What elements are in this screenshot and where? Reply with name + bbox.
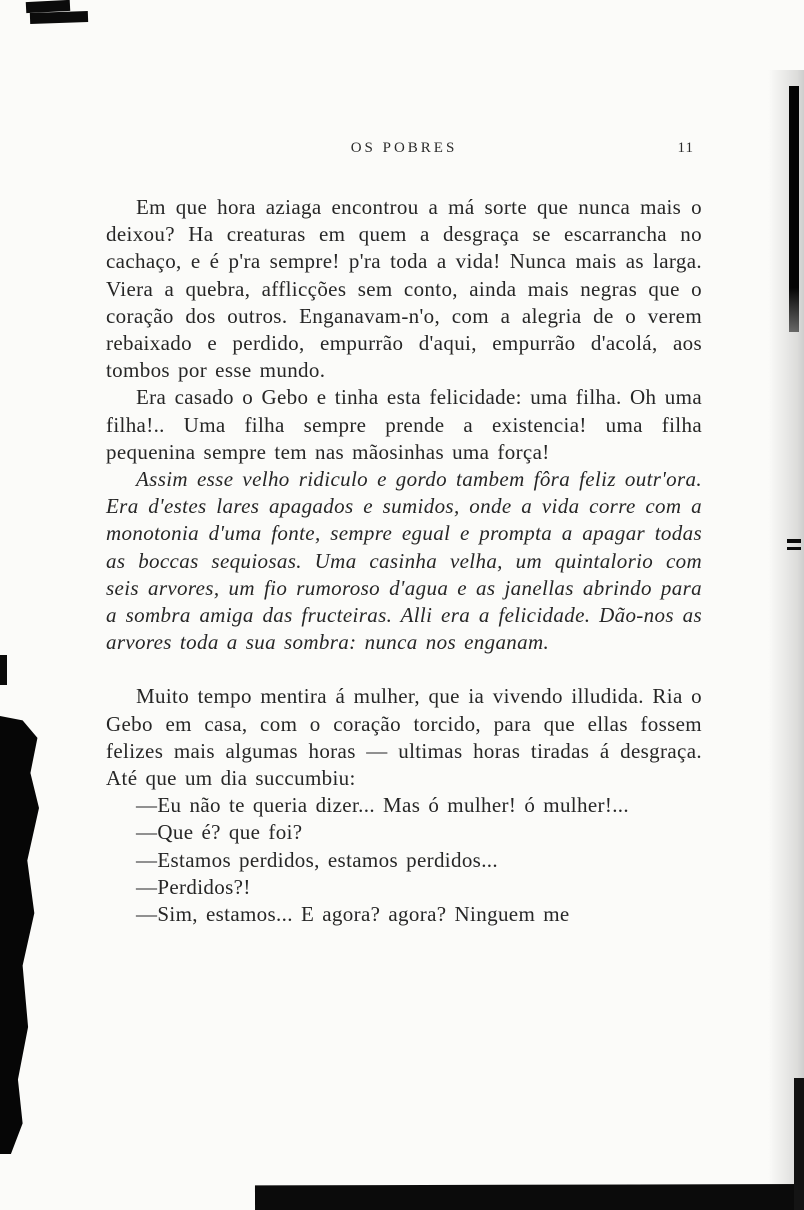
text-block	[106, 194, 702, 928]
dialogue-line-2: —Que é? que foi?	[136, 820, 303, 845]
running-title: OS POBRES	[350, 140, 458, 156]
dialogue-line-3: —Estamos perdidos, estamos perdidos...	[136, 847, 499, 872]
scan-smudge-top-left-2	[30, 11, 88, 24]
dialogue-line-1: —Eu não te queria dizer... Mas ó mulher! ó mulher!...	[136, 793, 630, 818]
paragraph-3-italic: Assim esse velho ridiculo e gordo tambem fôra feliz outr'ora. Era d'estes lares apagados e sumidos, onde a vida corre com a monotonia d'uma fonte, sempre egual e prompta a apagar todas as boccas sequiosas. Uma casinha velha, um quintalorio com seis arvores, um fio rumoroso d'agua e as janellas abrindo para a sombra amiga das fructeiras. Alli era a felicidade. Dão-nos as arvores toda a sua sombra: nunca nos enganam.	[106, 467, 702, 655]
scan-bar-bottom	[255, 1184, 804, 1210]
paragraph-4: Muito tempo mentira á mulher, que ia vivendo illudida. Ria o Gebo em casa, com o coração torcido, para que ellas fossem felizes mais algumas horas — ultimas horas tiradas á desgraça. Até que um dia succumbiu:	[106, 684, 702, 791]
dialogue-line-5: —Sim, estamos... E agora? agora? Ninguem me	[136, 902, 570, 927]
dialogue-line-4: —Perdidos?!	[136, 874, 251, 899]
paragraph-2: Era casado o Gebo e tinha esta felicidade: uma filha. Oh uma filha!.. Uma filha sempre prende a existencia! uma filha pequenina sempre tem nas mãosinhas uma força!	[106, 385, 702, 464]
gutter-shadow-right	[768, 70, 804, 1190]
scan-blob-left-edge	[0, 716, 39, 1154]
page-header	[108, 140, 700, 157]
paragraph-1: Em que hora aziaga encontrou a má sorte que nunca mais o deixou? Ha creaturas em quem a desgraça se escarrancha no cachaço, e é p'ra sempre! p'ra toda a vida! Nunca mais as larga. Viera a quebra, afflicções sem conto, ainda mais negras que o coração dos outros. Enganavam-n'o, com a alegria de o verem rebaixado e perdido, empurrão d'aqui, empurrão d'acolá, aos tombos por esse mundo.	[106, 195, 702, 383]
scan-nub-left-edge	[0, 655, 7, 685]
page-number: 11	[677, 140, 694, 156]
